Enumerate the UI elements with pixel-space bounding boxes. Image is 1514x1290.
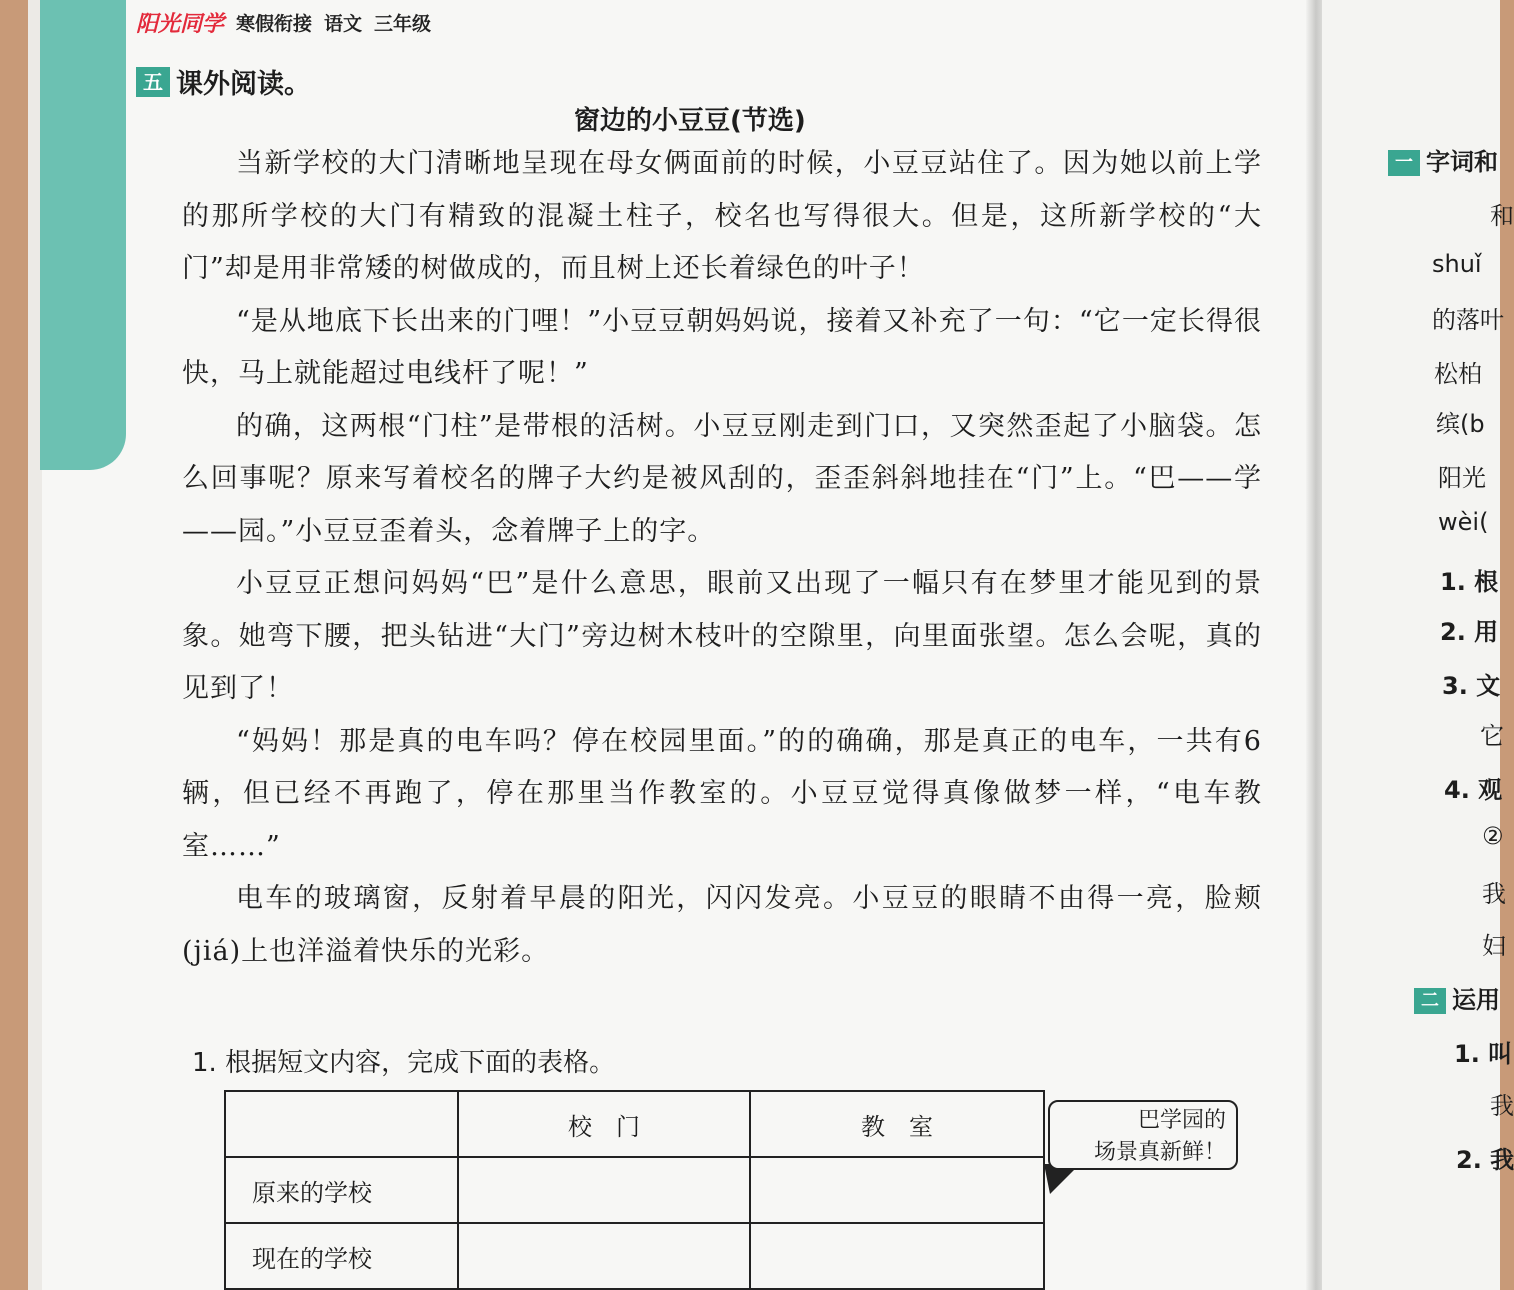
paragraph: “是从地底下长出来的门哩！”小豆豆朝妈妈说，接着又补充了一句：“它一定长得很快，马上就能超过电线杆了呢！” [182,305,1262,389]
subject-name: 语文 [324,12,363,35]
passage-title: 窗边的小豆豆(节选) [574,106,806,136]
right-line: 4. 观 [1444,776,1503,804]
right-line: ② [1482,822,1504,850]
section-heading [136,62,311,101]
bubble-line: 场景真新鲜！ [1093,1140,1226,1165]
table-row [225,1157,1044,1223]
right-section-badge: 一 [1388,150,1420,176]
right-section-title: 字词和 [1426,148,1498,176]
answer-cell[interactable] [750,1223,1044,1289]
speech-bubble [1048,1100,1238,1170]
right-section-title: 运用 [1452,986,1500,1014]
row-label: 现在的学校 [225,1223,458,1289]
side-color-tab [40,0,126,470]
paragraph: “妈妈！那是真的电车吗？停在校园里面。”的的确确，那是真正的电车，一共有6辆，但已经不再跑了，停在那里当作教室的。小豆豆觉得真像做梦一样，“电车教室……” [182,725,1262,862]
row-label: 原来的学校 [225,1157,458,1223]
answer-cell[interactable] [458,1223,750,1289]
table-header-cell: 教 室 [750,1091,1044,1157]
section-number-badge: 五 [136,67,170,97]
table-header-cell: 校 门 [458,1091,750,1157]
paragraph: 小豆豆正想问妈妈“巴”是什么意思，眼前又出现了一幅只有在梦里才能见到的景象。她弯下腰，把头钻进“大门”旁边树木枝叶的空隙里，向里面张望。怎么会呢，真的见到了！ [182,568,1262,704]
answer-cell[interactable] [750,1157,1044,1223]
table-row [225,1223,1044,1289]
right-line: 它 [1480,722,1504,750]
bubble-line: 巴学园的 [1137,1108,1226,1133]
right-section-1-heading [1388,142,1498,177]
right-page [1322,0,1514,1290]
right-line: 3. 文 [1442,672,1501,700]
right-line: 我 [1490,1092,1514,1120]
right-section-2-heading [1414,980,1500,1015]
question-1: 1. 根据短文内容，完成下面的表格。 [192,1048,616,1078]
paragraph: 当新学校的大门清晰地呈现在母女俩面前的时候，小豆豆站住了。因为她以前上学的那所学校的大门有精致的混凝土柱子，校名也写得很大。但是，这所新学校的“大门”却是用非常矮的树做成的，而且树上还长着绿色的叶子！ [182,148,1262,284]
section-title: 课外阅读。 [176,69,311,100]
answer-cell[interactable] [458,1157,750,1223]
paragraph: 电车的玻璃窗，反射着早晨的阳光，闪闪发亮。小豆豆的眼睛不由得一亮，脸颊(jiá)上也洋溢着快乐的光彩。 [182,883,1262,967]
right-line: shuǐ [1432,250,1482,278]
right-line: 的落叶 [1432,306,1504,334]
right-line: 松柏 [1434,360,1482,388]
series-name: 寒假衔接 [236,12,313,35]
right-line: 和 [1490,202,1514,230]
page-header [136,8,431,36]
passage-body [182,138,1262,978]
right-line: 缤(b [1436,410,1485,438]
right-line: 1. 叫 [1454,1040,1513,1068]
right-line: 2. 我 [1456,1146,1514,1174]
grade-name: 三年级 [374,12,432,35]
table-header-cell [225,1091,458,1157]
table-header-row [225,1091,1044,1157]
right-line: 2. 用 [1440,618,1499,646]
right-line: 1. 根 [1440,568,1499,596]
right-line: wèi( [1438,508,1489,536]
brand-logo: 阳光同学 [136,11,225,37]
answer-table [224,1090,1045,1290]
right-section-badge: 二 [1414,988,1446,1014]
paragraph: 的确，这两根“门柱”是带根的活树。小豆豆刚走到门口，又突然歪起了小脑袋。怎么回事呢？原来写着校名的牌子大约是被风刮的，歪歪斜斜地挂在“门”上。“巴——学——园。”小豆豆歪着头，念着牌子上的字。 [182,410,1262,547]
right-line: 阳光 [1438,464,1486,492]
right-line: 我 [1482,880,1506,908]
right-line: 妇 [1482,932,1506,960]
